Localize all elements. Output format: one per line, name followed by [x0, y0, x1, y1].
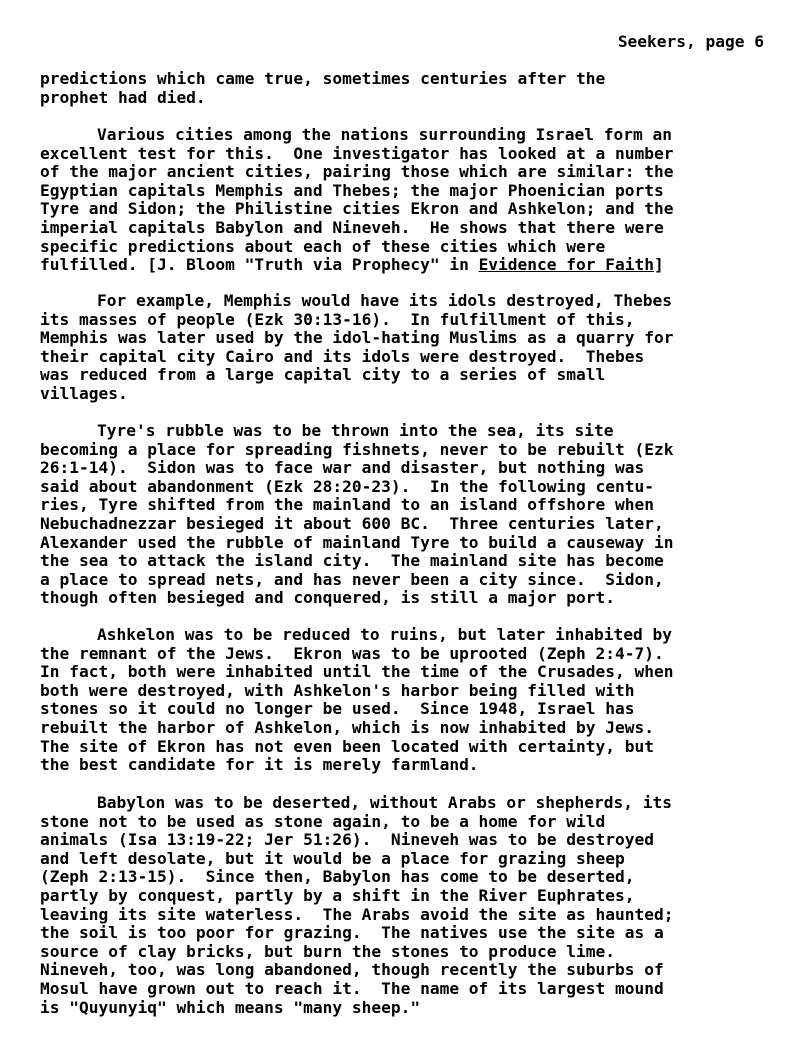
text-line: both were destroyed, with Ashkelon's harbor being filled with	[40, 680, 635, 700]
text-line: For example, Memphis would have its idols destroyed, Thebes	[97, 291, 672, 310]
text-line: a place to spread nets, and has never been a city since. Sidon,	[40, 569, 664, 589]
text-line: is "Quyunyiq" which means "many sheep."	[40, 997, 421, 1017]
paragraph-continuation	[40, 70, 775, 107]
text-line: the best candidate for it is merely farmland.	[40, 755, 479, 775]
text-line: Babylon was to be deserted, without Arabs or shepherds, its	[97, 793, 672, 812]
text-line: ries, Tyre shifted from the mainland to an island offshore when	[40, 495, 654, 515]
text-line: becoming a place for spreading fishnets, never to be rebuilt (Ezk	[40, 439, 674, 459]
book-title: Evidence for Faith	[478, 255, 654, 275]
text-line: Ashkelon was to be reduced to ruins, but later inhabited by	[97, 625, 672, 644]
text-line: Alexander used the rubble of mainland Tyre to build a causeway in	[40, 532, 674, 552]
text-line: though often besieged and conquered, is still a major port.	[40, 588, 615, 608]
paragraph-memphis-thebes	[40, 292, 775, 404]
text-line: and left desolate, but it would be a place for grazing sheep	[40, 848, 625, 868]
text-line: rebuilt the harbor of Ashkelon, which is now inhabited by Jews.	[40, 717, 654, 737]
text-line: Memphis was later used by the idol-hating Muslims as a quarry for	[40, 328, 674, 348]
paragraph-ashkelon-ekron	[40, 626, 775, 775]
text-line: In fact, both were inhabited until the time of the Crusades, when	[40, 662, 674, 682]
text-line: Various cities among the nations surrounding Israel form an	[97, 125, 672, 144]
text-line: 26:1-14). Sidon was to face war and disaster, but nothing was	[40, 458, 645, 478]
text-line: imperial capitals Babylon and Nineveh. He shows that there were	[40, 217, 664, 237]
text-line: Egyptian capitals Memphis and Thebes; the major Phoenician ports	[40, 180, 664, 200]
text-line: Nebuchadnezzar besieged it about 600 BC. Three centuries later,	[40, 513, 664, 533]
text-line: Mosul have grown out to reach it. The name of its largest mound	[40, 978, 664, 998]
text-line: its masses of people (Ezk 30:13-16). In fulfillment of this,	[40, 309, 635, 329]
text-line: prophet had died.	[40, 87, 206, 107]
text-line: partly by conquest, partly by a shift in the River Euphrates,	[40, 885, 635, 905]
text-line: their capital city Cairo and its idols were destroyed. Thebes	[40, 346, 645, 366]
text-line: the soil is too poor for grazing. The natives use the site as a	[40, 923, 664, 943]
text-line: predictions which came true, sometimes centuries after the	[40, 69, 606, 88]
text-line: said about abandonment (Ezk 28:20-23). In the following centu-	[40, 476, 654, 496]
text-line: the sea to attack the island city. The mainland site has become	[40, 551, 664, 571]
text-line: source of clay bricks, but burn the stones to produce lime.	[40, 941, 615, 961]
text-line: stones so it could no longer be used. Since 1948, Israel has	[40, 699, 635, 719]
text-line: villages.	[40, 383, 128, 403]
text-line: of the major ancient cities, pairing those which are similar: the	[40, 162, 674, 182]
text-line: The site of Ekron has not even been located with certainty, but	[40, 736, 654, 756]
text-line: Tyre and Sidon; the Philistine cities Ekron and Ashkelon; and the	[40, 199, 674, 219]
text-line: leaving its site waterless. The Arabs avoid the site as haunted;	[40, 904, 674, 924]
text-line: the remnant of the Jews. Ekron was to be uprooted (Zeph 2:4-7).	[40, 643, 664, 663]
paragraph-cities-test	[40, 126, 775, 275]
citation-close: ]	[654, 255, 664, 275]
text-line-citation	[40, 256, 775, 275]
text-line: specific predictions about each of these cities which were	[40, 236, 606, 256]
running-header: Seekers, page 6	[617, 32, 764, 51]
text-line: excellent test for this. One investigator has looked at a number	[40, 143, 674, 163]
text-line: Tyre's rubble was to be thrown into the sea, its site	[97, 421, 614, 440]
text-line: stone not to be used as stone again, to be a home for wild	[40, 811, 606, 831]
text-line: was reduced from a large capital city to a series of small	[40, 365, 606, 385]
citation-text: fulfilled. [J. Bloom "Truth via Prophecy" in	[40, 255, 479, 275]
paragraph-tyre-sidon	[40, 422, 775, 608]
text-line: animals (Isa 13:19-22; Jer 51:26). Nineveh was to be destroyed	[40, 830, 654, 850]
text-line: Nineveh, too, was long abandoned, though recently the suburbs of	[40, 960, 664, 980]
text-line: (Zeph 2:13-15). Since then, Babylon has come to be deserted,	[40, 867, 635, 887]
paragraph-babylon-nineveh	[40, 794, 775, 1017]
